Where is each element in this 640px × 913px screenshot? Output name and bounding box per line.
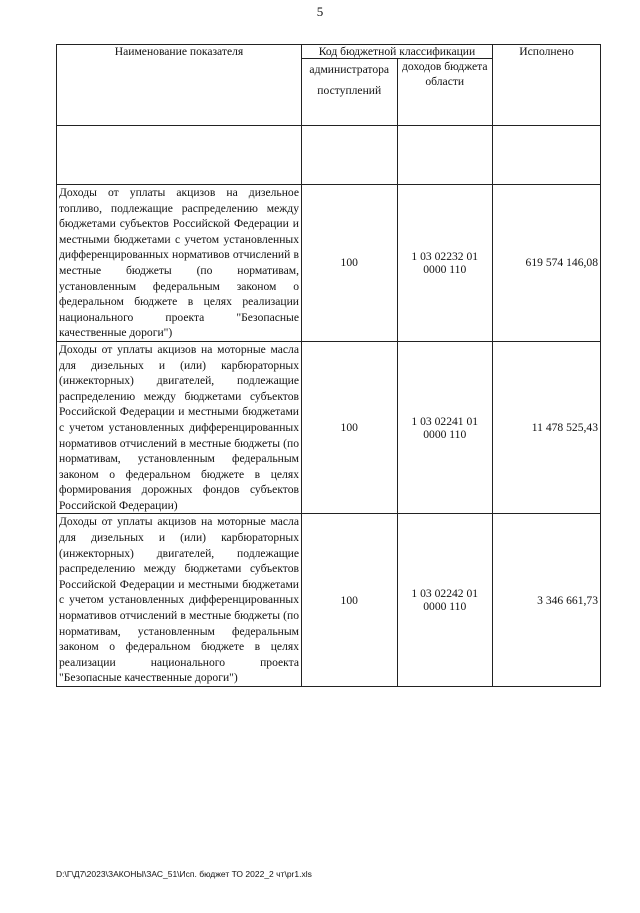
spacer-row <box>57 126 601 185</box>
header-regional-income: доходов бюджета области <box>397 59 493 126</box>
row-administrator: 100 <box>302 341 398 514</box>
table-row <box>57 514 601 687</box>
row-administrator: 100 <box>302 514 398 687</box>
spacer-cell <box>397 126 493 185</box>
row-amount: 619 574 146,08 <box>493 185 601 342</box>
header-executed: Исполнено <box>493 45 601 126</box>
header-administrator: администратора поступлений <box>302 59 398 126</box>
row-code: 1 03 02241 01 0000 110 <box>397 341 493 514</box>
table-row <box>57 341 601 514</box>
row-administrator: 100 <box>302 185 398 342</box>
row-name: Доходы от уплаты акцизов на моторные масла для дизельных и (или) карбюраторных (инжекторных) двигателей, подлежащие распределению между бюджетами субъектов Российской Федерации и местными бюджетами с учетом установленных дифференцированных нормативов отчислений в местные бюджеты (по нормативам, установленным федеральным законом о федеральном бюджете в целях реализации национального проекта "Безопасные качественные дороги") <box>57 514 302 687</box>
row-name: Доходы от уплаты акцизов на дизельное топливо, подлежащие распределению между бюджетами субъектов Российской Федерации и местными бюджетами с учетом установленных дифференцированных нормативов отчислений в местные бюджеты (по нормативам, установленным федеральным законом о федеральном бюджете в целях реализации национального проекта "Безопасные качественные дороги") <box>57 185 302 342</box>
spacer-cell <box>493 126 601 185</box>
spacer-cell <box>57 126 302 185</box>
spacer-cell <box>302 126 398 185</box>
header-name: Наименование показателя <box>57 45 302 126</box>
header-row <box>57 45 601 59</box>
row-name: Доходы от уплаты акцизов на моторные масла для дизельных и (или) карбюраторных (инжекторных) двигателей, подлежащие распределению между бюджетами субъектов Российской Федерации и местными бюджетами с учетом установленных дифференцированных нормативов отчислений в местные бюджеты (по нормативам, установленным федеральным законом о федеральном бюджете в целях формирования дорожных фондов субъектов Российской Федерации) <box>57 341 302 514</box>
file-path-footer: D:\Г\Д7\2023\ЗАКОНЫ\ЗАС_51\Исп. бюджет ТО 2022_2 чт\pr1.xls <box>56 869 312 879</box>
row-amount: 3 346 661,73 <box>493 514 601 687</box>
page-number: 5 <box>316 4 324 19</box>
row-amount: 11 478 525,43 <box>493 341 601 514</box>
budget-table <box>56 44 601 687</box>
row-code: 1 03 02242 01 0000 110 <box>397 514 493 687</box>
header-code-group: Код бюджетной классификации <box>302 45 493 59</box>
row-code: 1 03 02232 01 0000 110 <box>397 185 493 342</box>
table-row <box>57 185 601 342</box>
